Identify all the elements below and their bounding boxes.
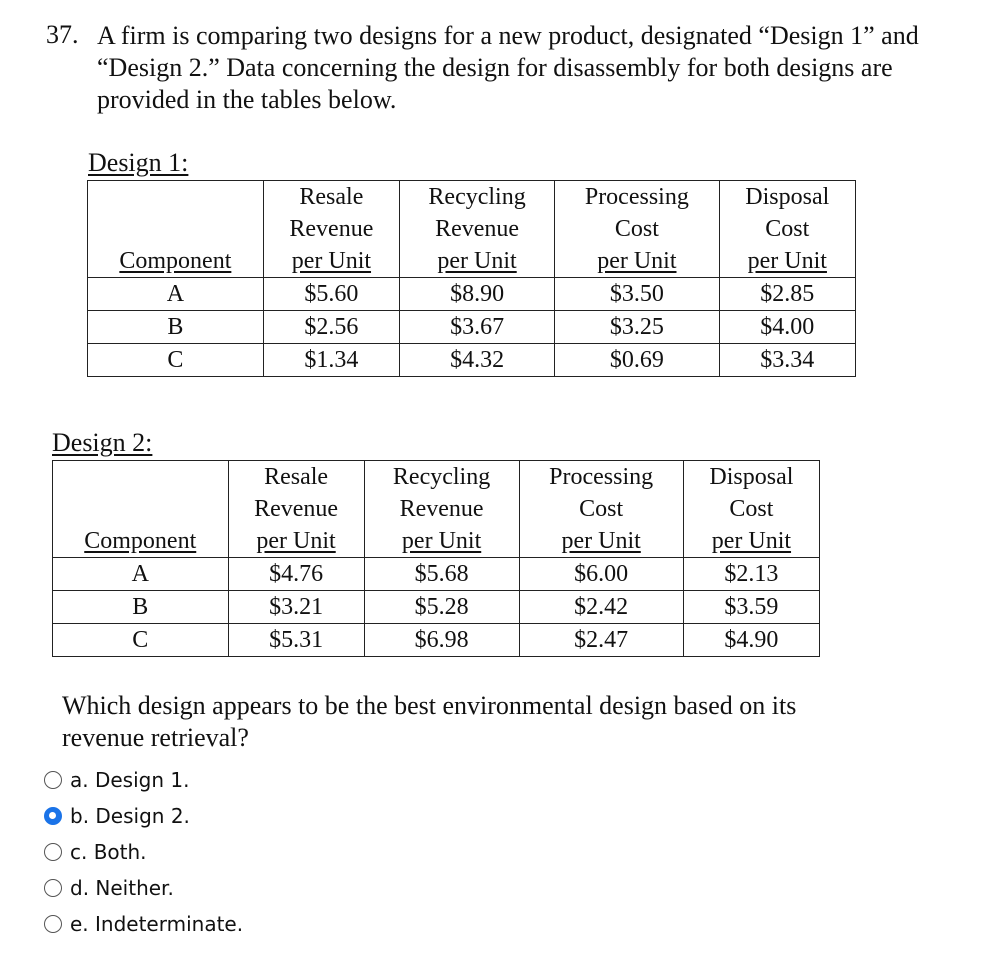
- header-line: Cost: [614, 216, 659, 242]
- column-header: [555, 181, 719, 278]
- header-line: Cost: [765, 216, 810, 242]
- answer-option[interactable]: [44, 906, 243, 942]
- value-cell: $6.98: [364, 624, 519, 657]
- header-line: Disposal: [709, 464, 794, 490]
- header-line: [94, 181, 257, 213]
- answer-option-label: e. Indeterminate.: [70, 912, 244, 936]
- value-cell: $2.42: [519, 591, 683, 624]
- column-header: [228, 461, 364, 558]
- answer-option[interactable]: [44, 798, 243, 834]
- design2-label: Design 2:: [52, 428, 153, 457]
- header-row: [88, 181, 856, 278]
- value-cell: $8.90: [400, 278, 555, 311]
- header-line: Revenue: [289, 216, 374, 242]
- value-cell: $5.60: [263, 278, 399, 311]
- column-header: [719, 181, 855, 278]
- value-cell: $2.85: [719, 278, 855, 311]
- header-line: Component: [119, 248, 232, 274]
- design1-table: [87, 180, 856, 377]
- header-line: Revenue: [399, 496, 484, 522]
- value-cell: $4.32: [400, 344, 555, 377]
- value-cell: $3.21: [228, 591, 364, 624]
- column-header: [53, 461, 229, 558]
- header-line: per Unit: [747, 248, 827, 274]
- table-row: [53, 558, 820, 591]
- value-cell: $5.68: [364, 558, 519, 591]
- component-cell: C: [88, 344, 264, 377]
- question-prompt: Which design appears to be the best environmental design based on its revenue retrieval?: [62, 691, 797, 752]
- component-cell: A: [88, 278, 264, 311]
- answer-option-label: a. Design 1.: [70, 768, 190, 792]
- header-line: per Unit: [711, 528, 792, 554]
- header-line: [94, 213, 257, 245]
- header-line: per Unit: [291, 248, 372, 274]
- question-text: A firm is comparing two designs for a new product, designated “Design 1” and “Design 2.” Data concerning the design for disassembly for both designs are provided in the tables below.: [97, 21, 919, 114]
- value-cell: $3.59: [683, 591, 819, 624]
- value-cell: $4.90: [683, 624, 819, 657]
- table-row: [88, 344, 856, 377]
- header-line: Processing: [584, 184, 689, 210]
- header-line: Recycling: [392, 464, 491, 490]
- answer-option-label: d. Neither.: [70, 876, 174, 900]
- value-cell: $4.00: [719, 311, 855, 344]
- answer-options: [44, 762, 243, 942]
- value-cell: $3.34: [719, 344, 855, 377]
- radio-selected-icon[interactable]: [44, 807, 62, 825]
- answer-option[interactable]: [44, 834, 243, 870]
- value-cell: $5.28: [364, 591, 519, 624]
- value-cell: $3.25: [555, 311, 719, 344]
- header-line: per Unit: [401, 528, 482, 554]
- value-cell: $2.13: [683, 558, 819, 591]
- value-cell: $3.50: [555, 278, 719, 311]
- radio-icon[interactable]: [44, 771, 62, 789]
- header-line: Component: [84, 528, 197, 554]
- design2-table: [52, 460, 820, 657]
- table-row: [53, 624, 820, 657]
- header-line: per Unit: [256, 528, 336, 554]
- value-cell: $4.76: [228, 558, 364, 591]
- table-row: [88, 278, 856, 311]
- column-header: [400, 181, 555, 278]
- header-line: Cost: [579, 496, 624, 522]
- value-cell: $1.34: [263, 344, 399, 377]
- answer-option-label: c. Both.: [70, 840, 147, 864]
- header-line: Processing: [549, 464, 654, 490]
- answer-option[interactable]: [44, 870, 243, 906]
- value-cell: $6.00: [519, 558, 683, 591]
- answer-option-label: b. Design 2.: [70, 804, 190, 828]
- answer-option[interactable]: [44, 762, 243, 798]
- column-header: [519, 461, 683, 558]
- header-line: [59, 461, 222, 493]
- question-number: 37.: [46, 20, 79, 49]
- header-line: Recycling: [428, 184, 526, 210]
- value-cell: $3.67: [400, 311, 555, 344]
- header-line: Cost: [729, 496, 774, 522]
- design1-label: Design 1:: [88, 148, 189, 177]
- header-line: per Unit: [561, 528, 641, 554]
- header-line: Resale: [264, 464, 329, 490]
- table-row: [88, 311, 856, 344]
- component-cell: C: [53, 624, 229, 657]
- header-line: Revenue: [435, 216, 520, 242]
- table-row: [53, 591, 820, 624]
- component-cell: A: [53, 558, 229, 591]
- column-header: [263, 181, 399, 278]
- header-line: per Unit: [437, 248, 517, 274]
- header-line: per Unit: [597, 248, 677, 274]
- column-header: [88, 181, 264, 278]
- column-header: [364, 461, 519, 558]
- header-row: [53, 461, 820, 558]
- radio-icon[interactable]: [44, 843, 62, 861]
- header-line: Disposal: [745, 184, 830, 210]
- radio-icon[interactable]: [44, 879, 62, 897]
- header-line: Resale: [299, 184, 364, 210]
- component-cell: B: [88, 311, 264, 344]
- value-cell: $0.69: [555, 344, 719, 377]
- value-cell: $5.31: [228, 624, 364, 657]
- header-line: [59, 493, 222, 525]
- component-cell: B: [53, 591, 229, 624]
- column-header: [683, 461, 819, 558]
- value-cell: $2.47: [519, 624, 683, 657]
- header-line: Revenue: [254, 496, 339, 522]
- radio-icon[interactable]: [44, 915, 62, 933]
- value-cell: $2.56: [263, 311, 399, 344]
